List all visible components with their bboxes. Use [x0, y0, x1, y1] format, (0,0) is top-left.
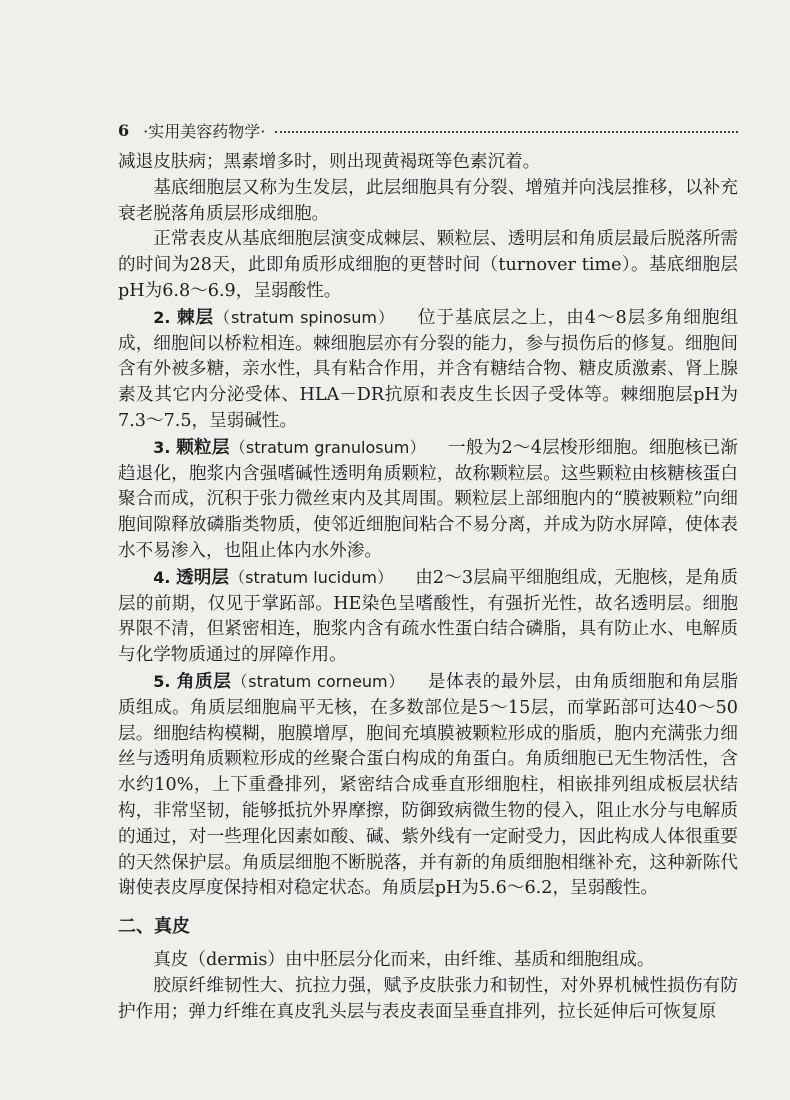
section-granulosum — [118, 435, 738, 565]
heading-dermis: 二、真皮 — [118, 916, 190, 938]
section-spinosum — [118, 305, 738, 435]
section-lucidum — [118, 565, 738, 669]
page-body — [118, 150, 738, 1025]
section-title: 颗粒层 — [176, 436, 230, 458]
section-latin-term: （stratum corneum） — [231, 671, 406, 691]
section-number: 5. — [153, 671, 171, 691]
paragraph-collagen: 胶原纤维韧性大、抗拉力强，赋予皮肤张力和韧性，对外界机械性损伤有防护作用；弹力纤维在真皮乳头层与表皮表面呈垂直排列，拉长延伸后可恢复原 — [118, 975, 738, 1022]
page-number: 6 — [118, 120, 130, 140]
section-text: 由2～3层扁平细胞组成，无胞核，是角质层的前期，仅见于掌跖部。HE染色呈嗜酸性，有强折光性，故名透明层。细胞界限不清，但紧密相连，胞浆内含有疏水性蛋白结合磷脂，具有防止水、电解质与化学物质通过的屏障作用。 — [118, 567, 738, 666]
section-text: 位于基底层之上，由4～8层多角细胞组成，细胞间以桥粒相连。棘细胞层亦有分裂的能力，参与损伤后的修复。细胞间含有外被多糖，亲水性，具有粘合作用，并含有糖结合物、糖皮质激素、肾上腺素及其它内分泌受体、HLA－DR抗原和表皮生长因子受体等。棘细胞层pH为7.3～7.5，呈弱碱性。 — [118, 307, 739, 431]
section-corneum — [118, 669, 738, 902]
running-title: ·实用美容药物学· — [143, 121, 266, 141]
section-text: 是体表的最外层，由角质细胞和角层脂质组成。角质层细胞扁平无核，在多数部位是5～15层，而掌跖部可达40～50层。细胞结构模糊，胞膜增厚，胞间充填膜被颗粒形成的脂质，胞内充满张力细丝与透明角质颗粒形成的丝聚合蛋白构成的角蛋白。角质细胞已无生物活性，含水约10%，上下重叠排列，紧密结合成垂直形细胞柱，相嵌排列组成板层状结构，非常坚韧，能够抵抗外界摩擦，防御致病微生物的侵入，阻止水分与电解质的通过，对一些理化因素如酸、碱、紫外线有一定耐受力，因此构成人体很重要的天然保护层。角质层细胞不断脱落，并有新的角质细胞相继补充，这种新陈代谢使表皮厚度保持相对稳定状态。角质层pH为5.6～6.2，呈弱酸性。 — [118, 671, 738, 899]
section-latin-term: （stratum lucidum） — [229, 567, 394, 587]
section-number: 2. — [153, 307, 171, 327]
section-title: 角质层 — [176, 670, 232, 692]
section-text: 一般为2～4层梭形细胞。细胞核已渐趋退化，胞浆内含强嗜碱性透明角质颗粒，故称颗粒层。这些颗粒由核糖核蛋白聚合而成，沉积于张力微丝束内及其周围。颗粒层上部细胞内的“膜被颗粒”向细胞间隙释放磷脂类物质，使邻近细胞间粘合不易分离，并成为防水屏障，使体表水不易渗入，也阻止体内水外渗。 — [118, 437, 738, 561]
section-title: 棘层 — [176, 306, 215, 328]
paragraph-basal-layer: 基底细胞层又称为生发层，此层细胞具有分裂、增殖并向浅层推移，以补充衰老脱落角质层形成细胞。 — [118, 177, 738, 224]
paragraph-dermis-intro: 真皮（dermis）由中胚层分化而来，由纤维、基质和细胞组成。 — [153, 949, 655, 970]
header-dotted-rule — [275, 131, 738, 133]
section-title: 透明层 — [176, 566, 230, 588]
section-number: 3. — [153, 437, 171, 457]
paragraph-melanin: 减退皮肤病；黑素增多时，则出现黄褐斑等色素沉着。 — [118, 152, 541, 172]
running-header — [118, 118, 738, 142]
section-latin-term: （stratum granulosum） — [229, 437, 426, 457]
paragraph-turnover: 正常表皮从基底细胞层演变成棘层、颗粒层、透明层和角质层最后脱落所需的时间为28天，此即角质形成细胞的更替时间（turnover time）。基底细胞层pH为6.8～6.9，呈弱酸性。 — [118, 229, 738, 301]
section-latin-term: （stratum spinosum） — [214, 307, 395, 327]
section-number: 4. — [153, 567, 171, 587]
